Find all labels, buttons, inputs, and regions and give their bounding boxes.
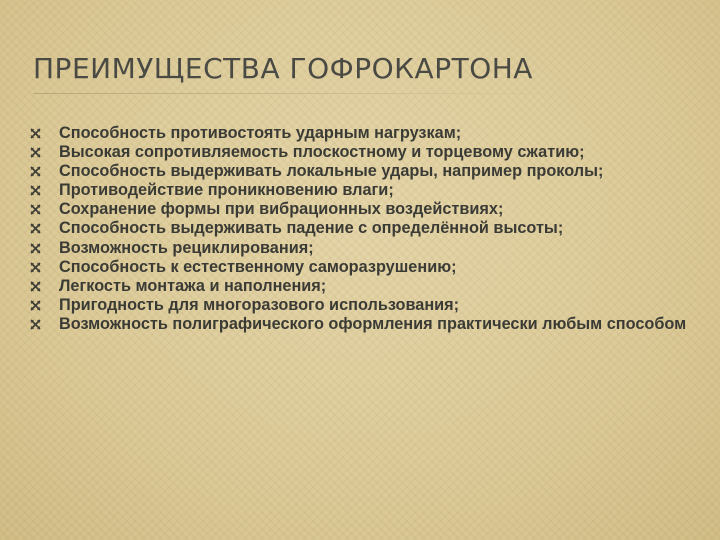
title-underline: [33, 93, 578, 94]
x-mark-icon: [30, 223, 41, 234]
bullet-text: Пригодность для многоразового использования;: [59, 295, 460, 314]
bullet-text: Противодействие проникновению влаги;: [59, 181, 394, 200]
bullet-item: [30, 277, 710, 296]
slide-title: ПРЕИМУЩЕСТВА ГОФРОКАРТОНА: [33, 52, 533, 85]
x-mark-icon: [30, 204, 41, 215]
x-mark-icon: [30, 281, 41, 292]
x-mark-icon: [30, 147, 41, 158]
x-mark-icon: [30, 243, 41, 254]
bullet-item: [30, 181, 710, 200]
x-mark-icon: [30, 185, 41, 196]
bullet-text: Способность к естественному саморазрушению;: [59, 257, 457, 276]
bullet-item: [30, 239, 710, 258]
bullet-text: Возможность полиграфического оформления практически любым способом: [59, 314, 687, 333]
x-mark-icon: [30, 166, 41, 177]
bullet-text: Способность выдерживать локальные удары, например проколы;: [59, 162, 604, 181]
bullet-text: Возможность рециклирования;: [59, 238, 314, 257]
bullet-text: Способность выдерживать падение с определённой высоты;: [59, 219, 564, 238]
bullet-item: [30, 258, 710, 277]
bullet-item: [30, 296, 710, 315]
x-mark-icon: [30, 128, 41, 139]
bullet-item: [30, 219, 710, 238]
x-mark-icon: [30, 319, 41, 330]
bullet-text: Сохранение формы при вибрационных воздействиях;: [59, 200, 504, 219]
bullet-item: [30, 143, 710, 162]
x-mark-icon: [30, 262, 41, 273]
bullet-item: [30, 200, 710, 219]
bullet-item: [30, 124, 710, 143]
bullet-text: Легкость монтажа и наполнения;: [59, 276, 327, 295]
bullet-text: Высокая сопротивляемость плоскостному и торцевому сжатию;: [59, 143, 585, 162]
bullet-item: [30, 162, 710, 181]
bullet-text: Способность противостоять ударным нагрузкам;: [59, 124, 462, 142]
bullet-item: [30, 315, 710, 334]
x-mark-icon: [30, 300, 41, 311]
bullet-list: [30, 124, 710, 334]
